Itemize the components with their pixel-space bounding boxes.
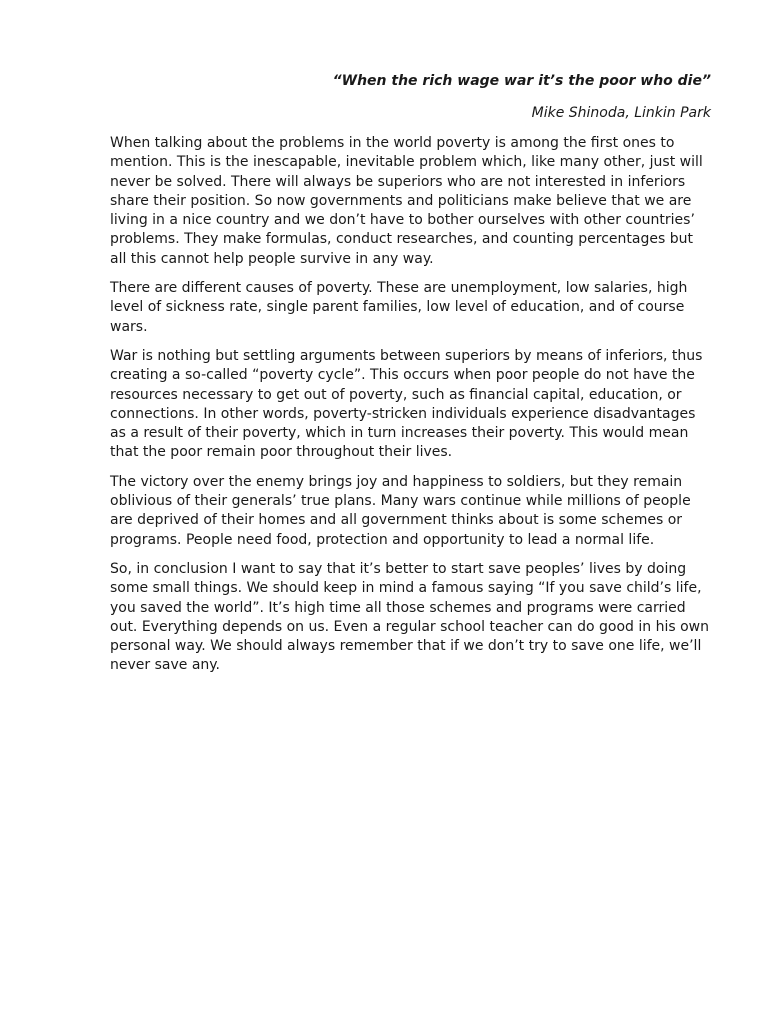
paragraph-war: War is nothing but settling arguments between superiors by means of inferiors, thus creating a so-called “poverty cycle”. This occurs when poor people do not have the resources necessary to get out of poverty, such as financial capital, education, or connections. In other words, poverty-stricken individuals experience disadvantages as a result of their poverty, which in turn increases their poverty. This would mean that the poor remain poor throughout their lives.	[110, 347, 703, 461]
epigraph-attribution: Mike Shinoda, Linkin Park	[531, 105, 711, 121]
paragraph-intro: When talking about the problems in the world poverty is among the first ones to mention. This is the inescapable, inevitable problem which, like many other, just will never be solved. There will always be superiors who are not interested in inferiors share their position. So now governments and politicians make believe that we are living in a nice country and we don’t have to bother ourselves with other countries’ problems. They make formulas, conduct researches, and counting percentages but all this cannot help people survive in any way.	[110, 135, 703, 267]
paragraph-causes: There are different causes of poverty. These are unemployment, low salaries, high level of sickness rate, single parent families, low level of education, and of course wars.	[110, 280, 688, 335]
paragraph-victory: The victory over the enemy brings joy and happiness to soldiers, but they remain oblivious of their generals’ true plans. Many wars continue while millions of people are deprived of their homes and all government thinks about is some schemes or programs. People need food, protection and opportunity to lead a normal life.	[110, 473, 691, 548]
paragraph-conclusion: So, in conclusion I want to say that it’s better to start save peoples’ lives by doing some small things. We should keep in mind a famous saying “If you save child’s life, you saved the world”. It’s high time all those schemes and programs were carried out. Everything depends on us. Even a regular school teacher can do good in his own personal way. We should always remember that if we don’t try to save one life, we’ll never save any.	[110, 560, 709, 674]
epigraph-quote: “When the rich wage war it’s the poor who die”	[332, 73, 711, 89]
